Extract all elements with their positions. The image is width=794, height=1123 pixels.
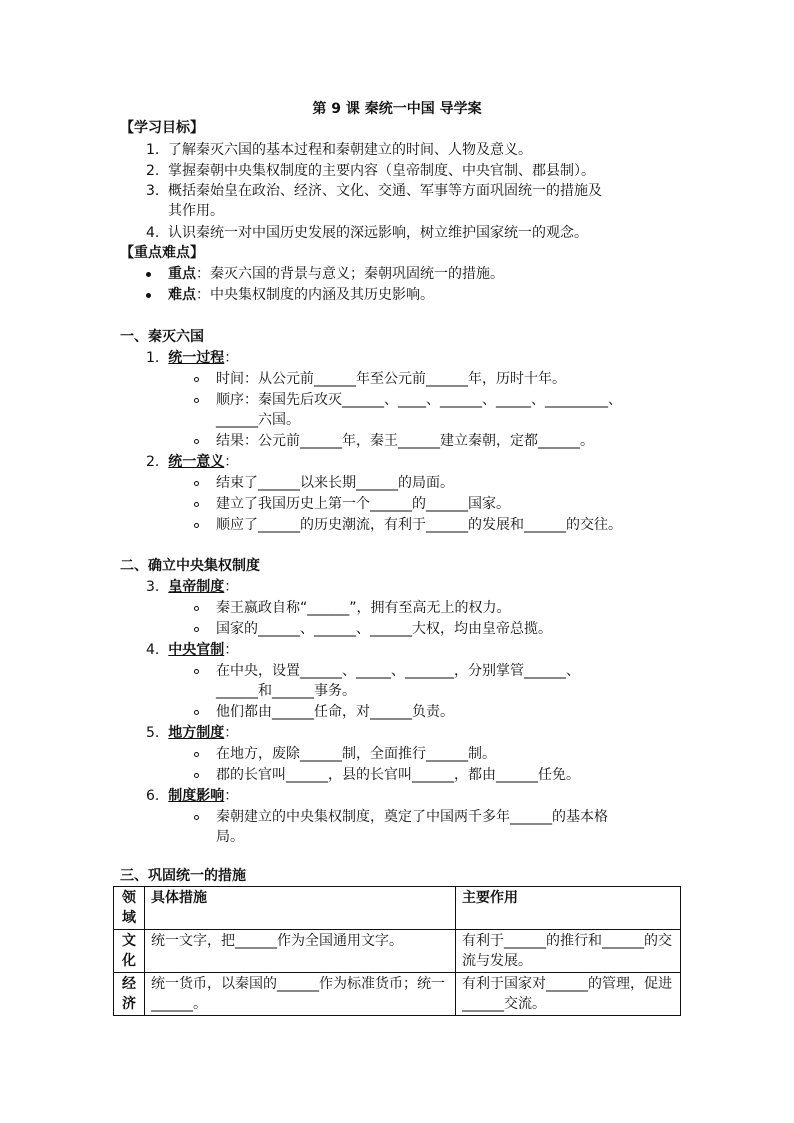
fill-line: 秦朝建立的中央集权制度，奠定了中国两千多年______的基本格 [216, 809, 608, 825]
sub-colon: ： [224, 350, 239, 366]
fill-line-continued: ______六国。 [216, 412, 300, 428]
sub-item [146, 723, 238, 743]
circle-bullet [194, 627, 199, 632]
sub-item [146, 348, 238, 368]
sub-number: 1. [146, 350, 160, 366]
goals-heading: 【学习目标】 [120, 120, 204, 136]
circle-bullet [194, 439, 199, 444]
goal-text: 概括秦始皇在政治、经济、文化、交通、军事等方面巩固统一的措施及 [168, 183, 602, 199]
sub-label: 皇帝制度 [168, 579, 225, 595]
goal-number: 1. [146, 142, 160, 158]
goal-text: 认识秦统一对中国历史发展的深远影响，树立维护国家统一的观念。 [168, 225, 588, 241]
sub-item [146, 640, 238, 660]
goal-number: 3. [146, 183, 160, 199]
fill-line: 顺应了______的历史潮流，有利于______的发展和______的交往。 [216, 517, 622, 533]
fill-line: 在中央，设置______、_____、_______，分别掌管______、 [216, 663, 580, 679]
sub-colon: ： [224, 579, 239, 595]
bullet-dot [146, 293, 151, 298]
table-cell-measure: 统一文字，把______作为全国通用文字。 [145, 930, 456, 973]
table-cell-domain: 文化 [114, 930, 145, 973]
table-cell-effect: 有利于______的推行和______的交流与发展。 [456, 930, 681, 973]
table-header-cell: 具体措施 [145, 887, 456, 930]
fill-line: 建立了我国历史上第一个______的______国家。 [216, 496, 510, 512]
sub-colon: ： [224, 788, 239, 804]
key-text: ：秦灭六国的背景与意义；秦朝巩固统一的措施。 [196, 266, 504, 282]
circle-bullet [194, 773, 199, 778]
circle-bullet [194, 398, 199, 403]
sub-label: 制度影响 [168, 788, 225, 804]
sub-item [146, 452, 238, 472]
circle-bullet [194, 669, 199, 674]
sub-item [146, 577, 238, 597]
table-row [114, 930, 681, 973]
table-cell-measure: 统一货币，以秦国的______作为标准货币；统一______。 [145, 973, 456, 1016]
fill-line: 时间：从公元前______年至公元前______年，历时十年。 [216, 371, 566, 387]
table-row [114, 973, 681, 1016]
measures-table [113, 886, 681, 1016]
goal-text: 了解秦灭六国的基本过程和秦朝建立的时间、人物及意义。 [168, 142, 532, 158]
sub-colon: ： [224, 454, 239, 470]
fill-line: 他们都由______任命，对______负责。 [216, 704, 454, 720]
fill-line: 结束了______以来长期______的局面。 [216, 475, 454, 491]
goal-text: 掌握秦朝中央集权制度的主要内容（皇帝制度、中央官制、郡县制）。 [168, 163, 595, 179]
key-text: ：中央集权制度的内涵及其历史影响。 [196, 287, 434, 303]
fill-line: 在地方，废除______制，全面推行______制。 [216, 746, 496, 762]
circle-bullet [194, 377, 199, 382]
sub-number: 2. [146, 454, 160, 470]
sub-colon: ： [224, 725, 239, 741]
table-header-row [114, 887, 681, 930]
table-cell-domain: 经济 [114, 973, 145, 1016]
goal-text-continued: 其作用。 [168, 203, 224, 219]
fill-line: 国家的______、______、______大权，均由皇帝总揽。 [216, 621, 552, 637]
page-title: 第 9 课 秦统一中国 导学案 [312, 101, 482, 117]
sub-label: 统一意义 [168, 454, 225, 470]
circle-bullet [194, 606, 199, 611]
section-heading: 一、秦灭六国 [120, 329, 204, 345]
fill-line: 郡的长官叫______，县的长官叫______，都由______任免。 [216, 767, 580, 783]
key-item [168, 264, 504, 284]
fill-line: 顺序：秦国先后攻灭______、____、______、_____、_________、 [216, 392, 622, 408]
sub-colon: ： [224, 642, 239, 658]
table-header-cell: 领域 [114, 887, 145, 930]
section-heading: 二、确立中央集权制度 [120, 558, 260, 574]
key-heading: 【重点难点】 [120, 245, 204, 261]
circle-bullet [194, 710, 199, 715]
table-cell-effect: 有利于国家对______的管理，促进______交流。 [456, 973, 681, 1016]
sub-number: 5. [146, 725, 160, 741]
circle-bullet [194, 502, 199, 507]
key-label: 重点 [168, 266, 196, 282]
circle-bullet [194, 815, 199, 820]
circle-bullet [194, 752, 199, 757]
sub-number: 6. [146, 788, 160, 804]
goal-number: 2. [146, 163, 160, 179]
sub-label: 地方制度 [168, 725, 225, 741]
circle-bullet [194, 481, 199, 486]
fill-line: 结果：公元前______年，秦王______建立秦朝，定都______。 [216, 433, 594, 449]
circle-bullet [194, 523, 199, 528]
goal-number: 4. [146, 225, 160, 241]
sub-number: 4. [146, 642, 160, 658]
sub-label: 中央官制 [168, 642, 225, 658]
fill-line-continued: ______和______事务。 [216, 683, 356, 699]
sub-label: 统一过程 [168, 350, 225, 366]
bullet-dot [146, 272, 151, 277]
sub-number: 3. [146, 579, 160, 595]
table-header-cell: 主要作用 [456, 887, 681, 930]
section-heading: 三、巩固统一的措施 [120, 868, 246, 884]
key-item [168, 285, 434, 305]
fill-line: 秦王嬴政自称“______”，拥有至高无上的权力。 [216, 600, 511, 616]
sub-item [146, 786, 238, 806]
key-label: 难点 [168, 287, 196, 303]
fill-line-continued: 局。 [216, 829, 244, 845]
